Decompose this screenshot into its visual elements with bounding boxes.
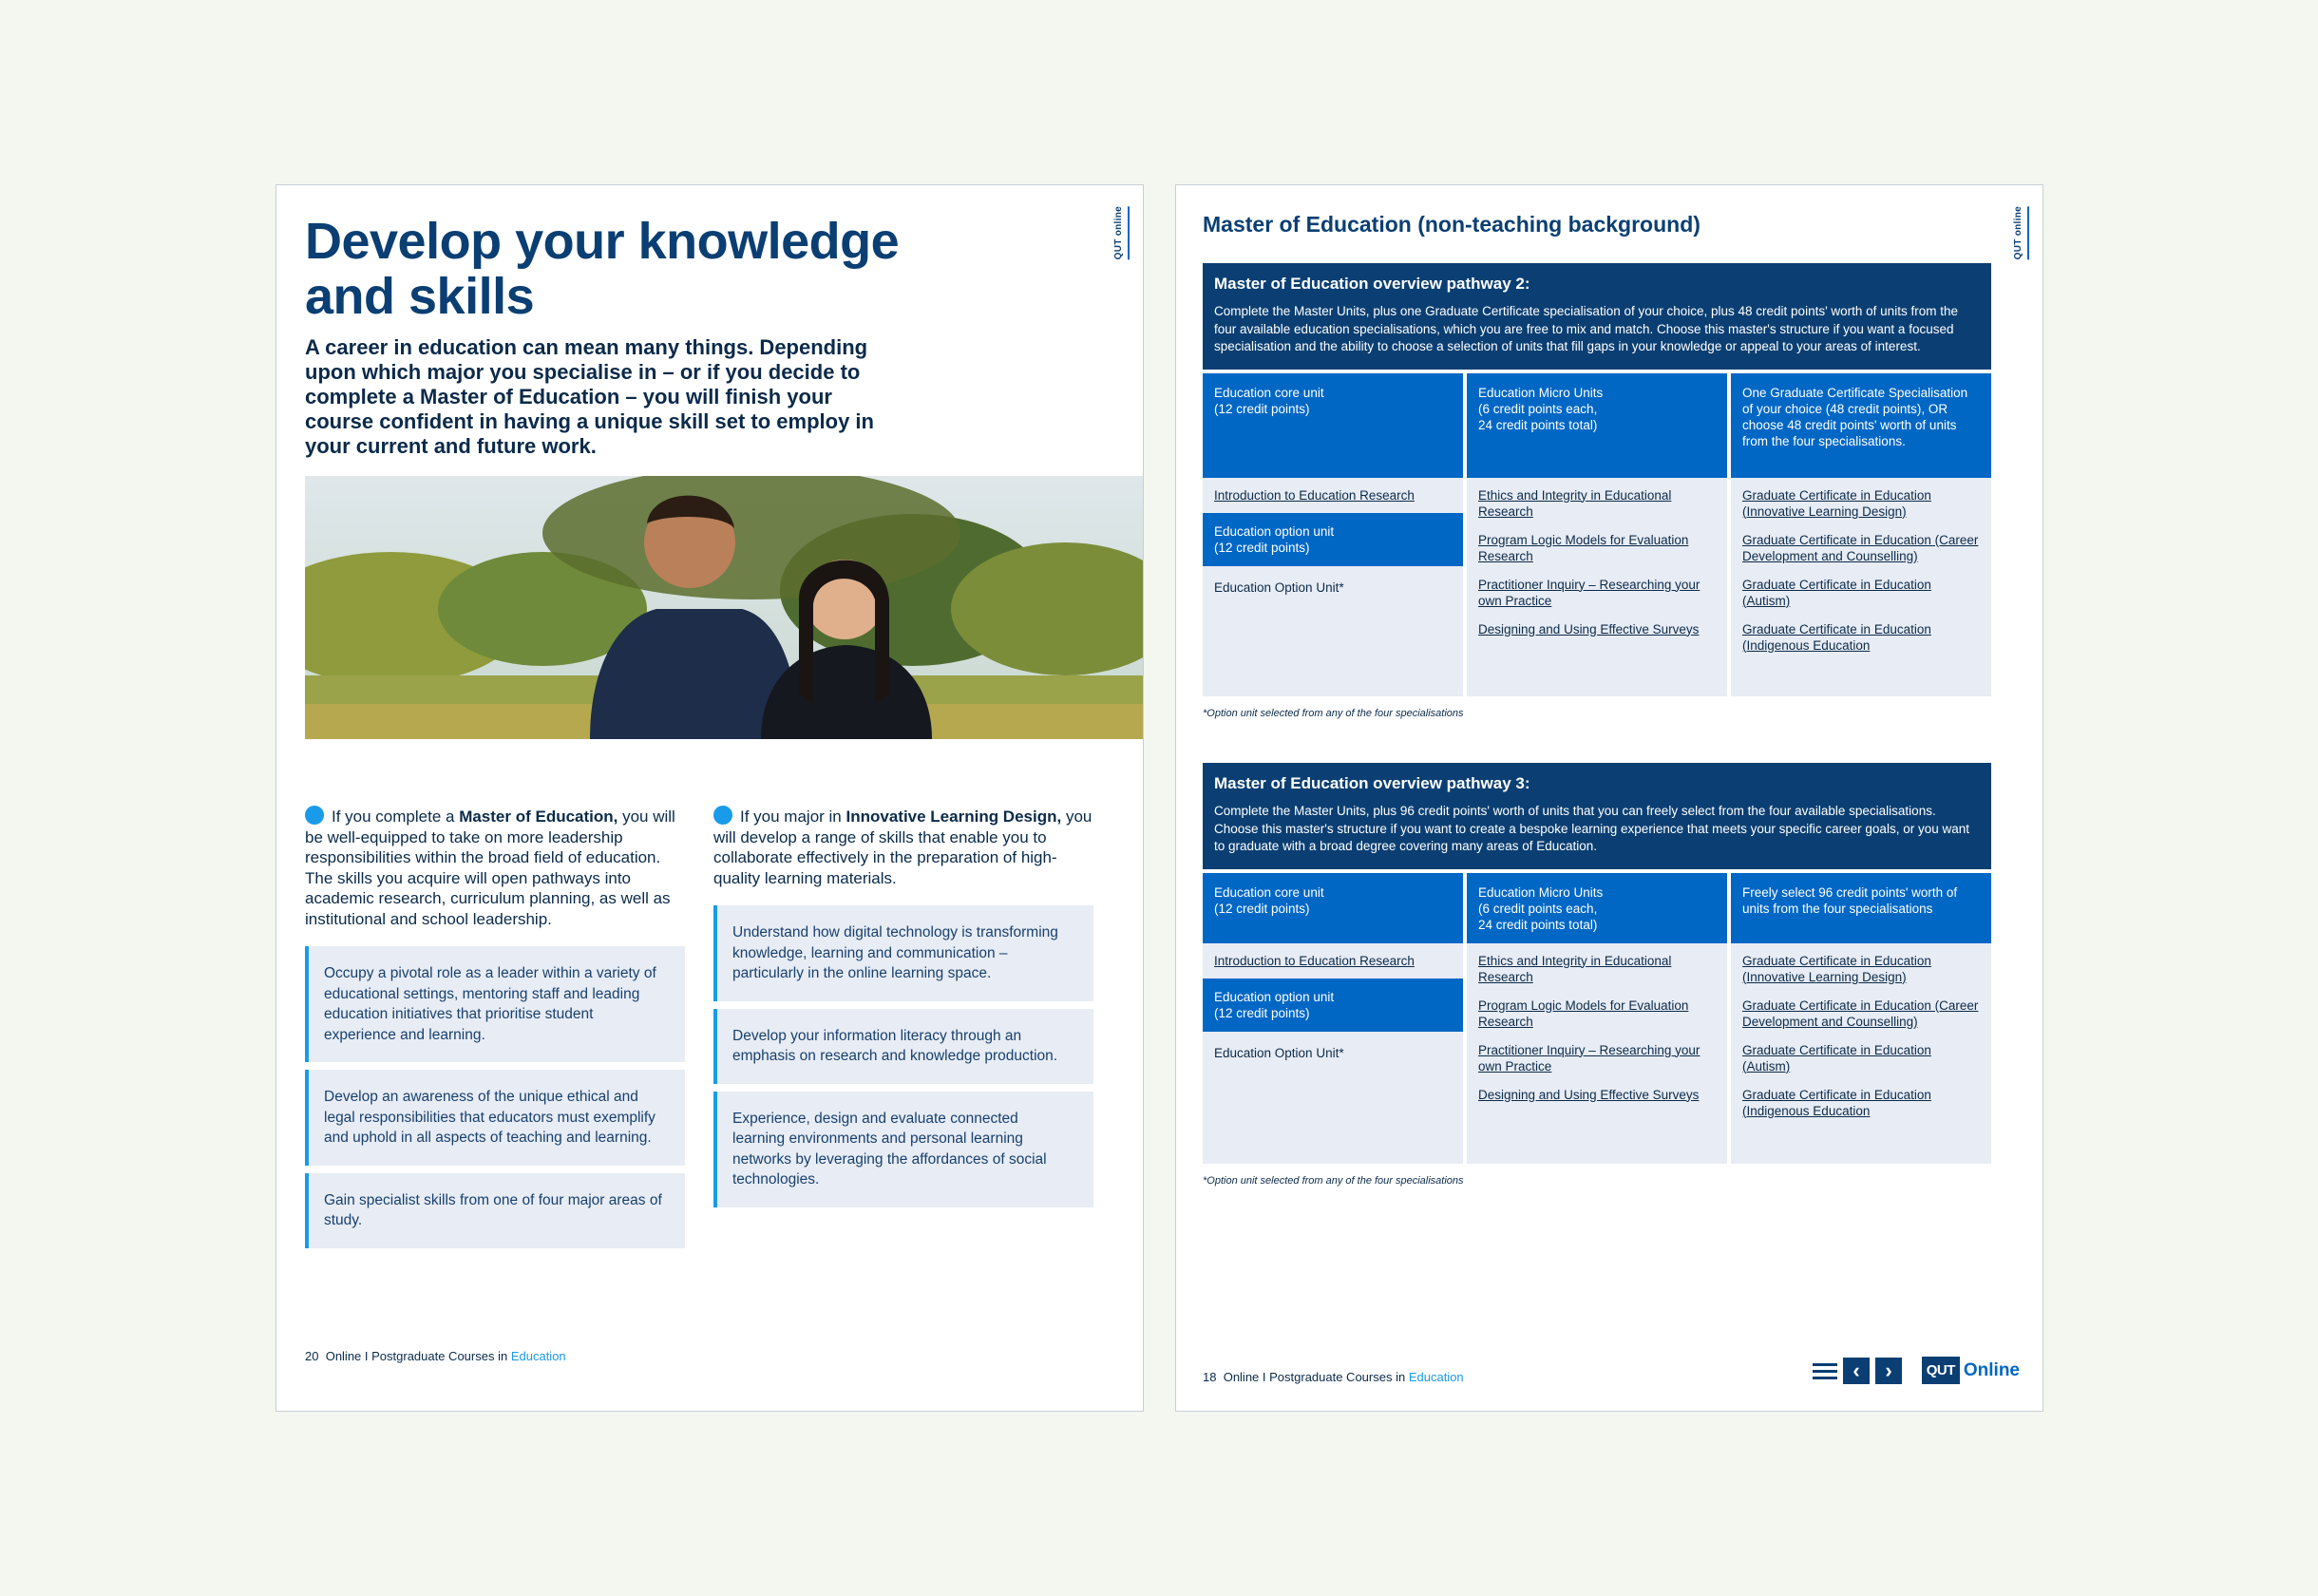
unit-link[interactable]: Ethics and Integrity in Educational Research [1478, 953, 1672, 984]
certificate-link[interactable]: Graduate Certificate in Education (Autism) [1742, 1042, 1931, 1074]
certificate-link[interactable]: Graduate Certificate in Education (Autism) [1742, 577, 1931, 608]
certificate-link[interactable]: Graduate Certificate in Education (Innovative Learning Design) [1742, 487, 1931, 519]
certificate-link[interactable]: Graduate Certificate in Education (Career Development and Counselling) [1742, 532, 1979, 563]
page-footer: 18 Online I Postgraduate Courses in Education [1203, 1370, 1464, 1384]
unit-link[interactable]: Program Logic Models for Evaluation Research [1478, 998, 1689, 1029]
pathway-description: Complete the Master Units, plus one Graduate Certificate specialisation of your choice, plus 48 credit points' worth of units from the four available education specialisations, which you are free to mix and match. Choose this master's structure if you want a focused specialisation and the ability to choose a selection of units that fill gaps in your knowledge or appeal to your areas of interest. [1214, 304, 1958, 353]
side-tag: QUT online [2013, 206, 2029, 259]
pathway-name: Master of Education overview pathway 2: [1214, 275, 1530, 293]
certificate-link[interactable]: Graduate Certificate in Education (Indigenous Education [1742, 621, 1931, 653]
core-unit-column [1203, 373, 1463, 696]
column-body [1203, 478, 1463, 696]
unit-link[interactable]: Practitioner Inquiry – Researching your own Practice [1478, 1042, 1700, 1074]
page-footer: 20 Online I Postgraduate Courses in Education [305, 1349, 566, 1363]
master-education-column [305, 806, 685, 1256]
photo-illustration [305, 476, 1143, 739]
skill-card: Develop an awareness of the unique ethical and legal responsibilities that educators must exemplify and uphold in all aspects of teaching and learning. [305, 1070, 685, 1166]
unit-link[interactable]: Introduction to Education Research [1214, 953, 1415, 968]
column-body [1467, 943, 1727, 1164]
column-body [1203, 943, 1463, 1164]
skill-card: Develop your information literacy through an emphasis on research and knowledge production. [713, 1009, 1093, 1084]
unit-link[interactable]: Ethics and Integrity in Educational Research [1478, 487, 1672, 519]
students-photo [305, 476, 1143, 739]
pathway-2 [1203, 263, 1991, 719]
next-page-button[interactable]: › [1875, 1358, 1902, 1384]
page-nav [1813, 1358, 1902, 1384]
menu-icon[interactable] [1813, 1358, 1837, 1383]
innovative-learning-design-column [713, 806, 1093, 1215]
micro-units-column [1467, 873, 1727, 1164]
option-unit: Education Option Unit* [1214, 1045, 1344, 1060]
unit-link[interactable]: Practitioner Inquiry – Researching your own Practice [1478, 577, 1700, 608]
page-title: Master of Education (non-teaching background) [1203, 212, 1700, 237]
right-page [1175, 184, 2043, 1412]
option-unit-header: Education option unit (12 credit points) [1203, 978, 1463, 1032]
unit-link[interactable]: Program Logic Models for Evaluation Research [1478, 532, 1689, 563]
unit-link[interactable]: Designing and Using Effective Surveys [1478, 621, 1700, 636]
skill-card: Gain specialist skills from one of four major areas of study. [305, 1173, 685, 1248]
footnote: *Option unit selected from any of the four specialisations [1203, 1174, 1464, 1187]
skill-card: Understand how digital technology is transforming knowledge, learning and communication – particularly in the online learning space. [713, 905, 1093, 1001]
option-unit-header: Education option unit (12 credit points) [1203, 513, 1463, 566]
certificate-link[interactable]: Graduate Certificate in Education (Innovative Learning Design) [1742, 953, 1931, 984]
page-heading: Develop your knowledge and skills [305, 213, 900, 325]
footnote: *Option unit selected from any of the four specialisations [1203, 707, 1464, 719]
side-tag: QUT online [1113, 206, 1130, 259]
option-unit: Education Option Unit* [1214, 580, 1344, 595]
skill-card: Occupy a pivotal role as a leader within a variety of educational settings, mentoring staff and leading education initiatives that prioritise student experience and learning. [305, 946, 685, 1062]
micro-units-column [1467, 373, 1727, 696]
pathway-header [1203, 263, 1991, 370]
certificate-link[interactable]: Graduate Certificate in Education (Indigenous Education [1742, 1087, 1931, 1118]
column-header: Education core unit (12 credit points) [1203, 373, 1463, 478]
column-lead: If you major in Innovative Learning Design, you will develop a range of skills that enable you to collaborate effectively in the preparation of high-quality learning materials. [713, 808, 1092, 887]
column-header: Freely select 96 credit points' worth of units from the four specialisations [1731, 873, 1991, 943]
column-header: Education Micro Units (6 credit points each, 24 credit points total) [1467, 373, 1727, 478]
column-body [1467, 478, 1727, 696]
bullet-dot-icon [305, 806, 324, 825]
skill-card: Experience, design and evaluate connected learning environments and personal learning networks by leveraging the affordances of social technologies. [713, 1092, 1093, 1207]
column-header: Education Micro Units (6 credit points each, 24 credit points total) [1467, 873, 1727, 943]
left-page [276, 184, 1144, 1412]
column-header: One Graduate Certificate Specialisation of your choice (48 credit points), OR choose 48 credit points' worth of units from the four specialisations. [1731, 373, 1991, 478]
logo-text: Online [1963, 1359, 2020, 1380]
bullet-dot-icon [713, 806, 732, 825]
column-header: Education core unit (12 credit points) [1203, 873, 1463, 943]
specialisation-column [1731, 373, 1991, 696]
pathway-grid [1203, 873, 1991, 1164]
pathway-name: Master of Education overview pathway 3: [1214, 774, 1530, 792]
certificate-link[interactable]: Graduate Certificate in Education (Career Development and Counselling) [1742, 998, 1979, 1029]
pathway-header [1203, 763, 1991, 869]
pathway-description: Complete the Master Units, plus 96 credit points' worth of units that you can freely select from the four available specialisations. Choose this master's structure if you want to create a bespoke learning experience that meets your specific career goals, or you want to graduate with a broad degree covering many areas of Education. [1214, 804, 1969, 853]
qut-online-logo [1922, 1357, 2020, 1384]
intro-paragraph: A career in education can mean many things. Depending upon which major you specialise in – or if you decide to complete a Master of Education – you will finish your course confident in having a unique skill set to employ in your current and future work. [305, 335, 874, 458]
unit-link[interactable]: Introduction to Education Research [1214, 487, 1415, 503]
logo-box: QUT [1922, 1357, 1960, 1384]
core-unit-column [1203, 873, 1463, 1164]
pathway-3 [1203, 763, 1991, 1187]
column-body [1731, 943, 1991, 1164]
pathway-grid [1203, 373, 1991, 696]
unit-link[interactable]: Designing and Using Effective Surveys [1478, 1087, 1700, 1102]
specialisation-column [1731, 873, 1991, 1164]
prev-page-button[interactable]: ‹ [1843, 1358, 1870, 1384]
column-lead: If you complete a Master of Education, you will be well-equipped to take on more leadership responsibilities within the broad field of education. The skills you acquire will open pathways into academic research, curriculum planning, as well as institutional and school leadership. [305, 808, 675, 928]
column-body [1731, 478, 1991, 696]
